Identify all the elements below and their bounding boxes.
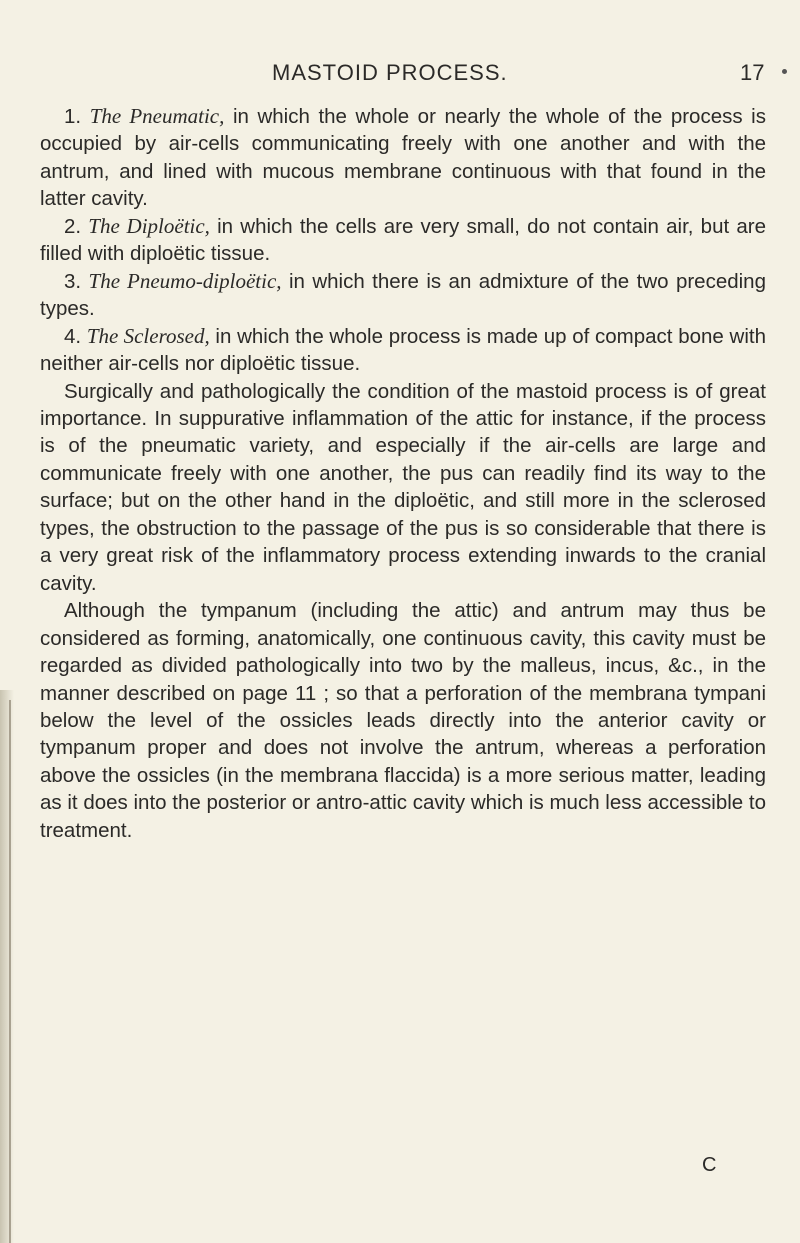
paragraph <box>40 323 766 378</box>
paragraph <box>40 103 766 213</box>
binding-edge <box>9 700 11 1243</box>
page-header <box>0 60 800 90</box>
signature-mark: C <box>702 1154 717 1176</box>
paragraph-text: in which the whole or nearly the whole of the process is occupied by air-cells communicating freely with one another and with the antrum, and lined with mucous membrane continuous with that found in the latter cavity. <box>40 105 766 211</box>
item-number: 3. <box>64 269 82 293</box>
paragraph-text: in which the cells are very small, do not contain air, but are filled with diploëtic tissue. <box>40 214 766 266</box>
item-number: 4. <box>64 324 82 348</box>
paragraph <box>40 268 766 323</box>
item-number: 2. <box>64 214 82 238</box>
paragraph-text: Surgically and pathologically the condition of the mastoid process is of great importance. In suppurative inflammation of the attic for instance, if the process is of the pneumatic variety, and especially if the air-cells are large and communicate freely with one another, the pus can readily find its way to the surface; but on the other hand in the diploëtic, and still more in the sclerosed types, the obstruction to the passage of the pus is so considerable that there is a very great risk of the inflammatory process extending inwards to the cranial cavity. <box>40 379 766 595</box>
item-number: 1. <box>64 105 82 128</box>
paragraph-text: in which the whole process is made up of compact bone with neither air-cells nor diploëtic tissue. <box>40 324 766 376</box>
type-term: The Diploëtic, <box>88 213 210 238</box>
type-term: The Pneumo-diploëtic, <box>88 268 282 293</box>
paragraph <box>40 378 766 598</box>
page-number: 17 <box>740 60 765 85</box>
type-term: The Sclerosed, <box>86 323 210 348</box>
paragraph-text: Although the tympanum (including the attic) and antrum may thus be considered as forming, anatomically, one continuous cavity, this cavity must be regarded as divided pathologically into two by the malleus, incus, &c., in the manner described on page 11 ; so that a perforation of the membrana tympani below the level of the ossicles leads directly into the anterior cavity or tympanum proper and does not involve the antrum, whereas a perforation above the ossicles (in the membrana flaccida) is a more serious matter, leading as it does into the posterior or antro-attic cavity which is much less accessible to treatment. <box>40 599 766 842</box>
type-term: The Pneumatic, <box>89 104 225 128</box>
body-text <box>40 103 766 844</box>
running-head: MASTOID PROCESS. <box>272 60 508 85</box>
paragraph <box>40 213 766 268</box>
binding-shadow <box>0 690 14 1243</box>
paragraph-text: in which there is an admixture of the two preceding types. <box>40 269 766 321</box>
paragraph <box>40 597 766 844</box>
margin-dot <box>782 69 787 74</box>
